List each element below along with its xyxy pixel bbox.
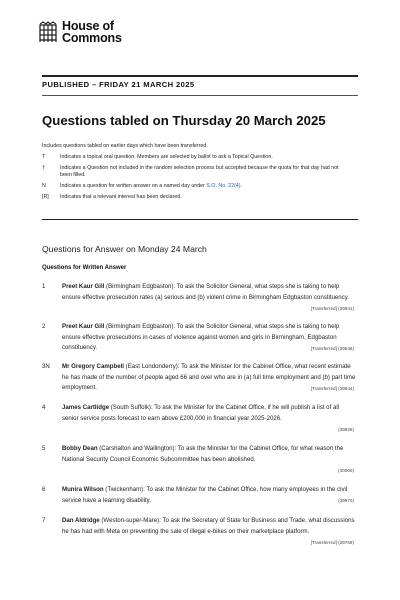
question-text: (Twickenham): To ask the Minister for the Cabinet Office, how many employees in the civil service have a learning disability. <box>62 486 348 504</box>
question-body <box>62 403 356 424</box>
section-heading: Questions for Answer on Monday 24 March <box>42 244 207 254</box>
question-text: (Birmingham Edgbaston): To ask the Solicitor General, what steps she is taking to help ensure effective prosecutions in cases of violence against women and girls in Birmingham, Edgbaston constituency. <box>62 323 340 351</box>
house-of-commons-logo <box>38 20 122 44</box>
legend-text: Indicates a topical oral question. Members are selected by ballot to ask a Topical Question. <box>60 154 273 160</box>
question-number: 4 <box>42 404 46 411</box>
question-body <box>62 282 356 303</box>
member-name: Bobby Dean <box>62 445 98 452</box>
question-reference: (39926) <box>338 427 354 432</box>
member-name: James Cartlidge <box>62 404 110 411</box>
top-divider <box>42 75 358 77</box>
question-number: 5 <box>42 445 46 452</box>
member-name: Mr Gregory Campbell <box>62 363 124 370</box>
logo-line-1: House of <box>62 19 114 33</box>
legend-symbol: T <box>42 154 46 160</box>
question-text: (Carshalton and Wallington): To ask the Minister for the Cabinet Office, for what reason the National Security Council Economic Subcommittee has been abolished. <box>62 445 344 463</box>
question-text: (East Londonderry): To ask the Minister for the Cabinet Office, what recent estimate he has made of the number of people aged 66 and over who are in (a) full time employment and (b) part time employment. <box>62 363 356 391</box>
question-body <box>62 444 356 465</box>
legend-symbol: † <box>42 165 45 171</box>
legend-text: Indicates a Question not included in the random selection process but accepted because the quota for that day had not been filled. <box>60 165 339 178</box>
legend-text-after: . <box>240 183 242 189</box>
member-name: Preet Kaur Gill <box>62 323 105 330</box>
intro-note: Includes questions tabled on earlier days which have been transferred. <box>42 143 208 149</box>
legend-text <box>60 183 350 190</box>
question-body <box>62 485 356 506</box>
legend-symbol: [R] <box>42 194 49 200</box>
question-text: (South Suffolk): To ask the Minister for the Cabinet Office, if he will publish a list of all senior service posts forecast to earn above £200,000 in financial year 2025-2026. <box>62 404 340 422</box>
legend-text-before: Indicates a question for written answer on a named day under <box>60 183 207 189</box>
portcullis-icon <box>38 21 58 43</box>
question-number: 7 <box>42 517 46 524</box>
legend-symbol: N <box>42 183 46 189</box>
logo-wordmark <box>62 20 122 44</box>
standing-order-link[interactable]: S.O. No. 22(4) <box>206 183 241 189</box>
published-date: PUBLISHED – FRIDAY 21 MARCH 2025 <box>42 80 195 89</box>
question-reference: (40000) <box>338 468 354 473</box>
logo-line-2: Commons <box>62 31 122 45</box>
question-number: 1 <box>42 283 46 290</box>
question-number: 2 <box>42 323 46 330</box>
sub-heading: Questions for Written Answer <box>42 265 127 271</box>
page-title: Questions tabled on Thursday 20 March 2025 <box>42 113 326 128</box>
question-reference: [Transferred] (39769) <box>310 540 354 545</box>
member-name: Munira Wilson <box>62 486 104 493</box>
section-divider <box>42 219 358 220</box>
question-reference: [Transferred] (39546) <box>310 346 354 351</box>
member-name: Dan Aldridge <box>62 517 100 524</box>
legend-text: Indicates that a relevant interest has been declared. <box>60 194 182 200</box>
published-divider <box>42 95 358 96</box>
question-reference: (39970) <box>338 498 354 503</box>
member-name: Preet Kaur Gill <box>62 283 105 290</box>
question-body <box>62 516 356 537</box>
question-number: 6 <box>42 486 46 493</box>
question-text: (Weston-super-Mare): To ask the Secretary of State for Business and Trade, what discussions he has had with Meta on preventing the sale of illegal e-bikes on their marketplace platform. <box>62 517 355 535</box>
question-text: (Birmingham Edgbaston): To ask the Solicitor General, what steps she is taking to help ensure effective prosecution rates (a) serious and (b) violent crime in Birmingham Edgbaston constituency. <box>62 283 349 301</box>
question-number: 3N <box>42 363 50 370</box>
question-reference: [Transferred] (39541) <box>310 306 354 311</box>
question-reference: [Transferred] (38944) <box>310 386 354 391</box>
